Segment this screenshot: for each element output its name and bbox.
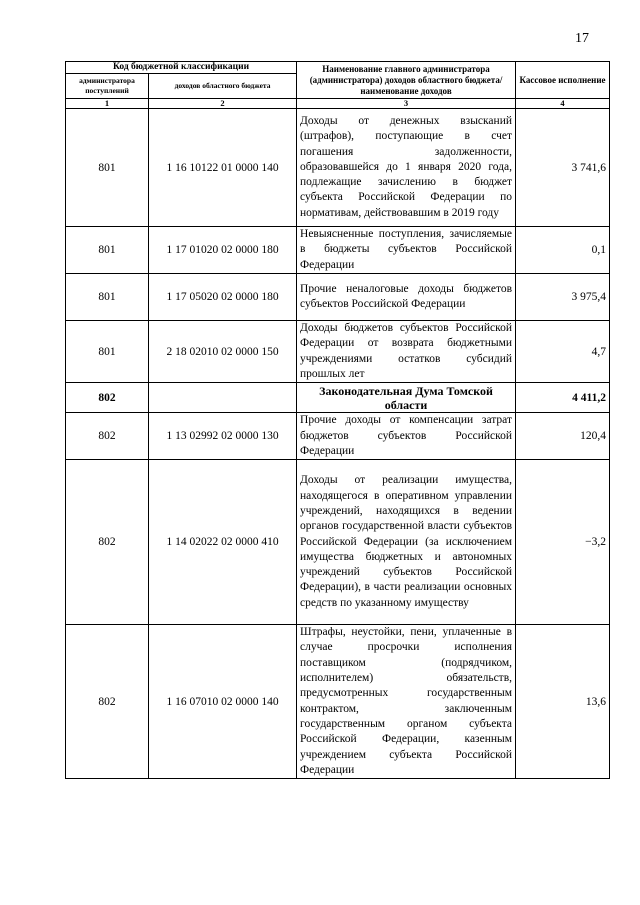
- income-code-cell: 2 18 02010 02 0000 150: [149, 321, 297, 383]
- header-row: [66, 62, 610, 74]
- income-name-cell: Доходы от денежных взысканий (штрафов), поступающие в счет погашения задолженности, образовавшейся до 1 января 2020 года, подлежащие зачислению в бюджет субъекта Российской Федерации по нормативам, действовавшим в 2019 году: [297, 109, 516, 227]
- income-name-cell: Прочие доходы от компенсации затрат бюджетов субъектов Российской Федерации: [297, 413, 516, 460]
- income-name-cell: Доходы бюджетов субъектов Российской Федерации от возврата бюджетными учреждениями остатков субсидий прошлых лет: [297, 321, 516, 383]
- table-row: [66, 460, 610, 625]
- table-row: [66, 274, 610, 321]
- column-number-row: [66, 99, 610, 109]
- amount-cell: 4 411,2: [516, 383, 610, 413]
- income-code-cell: 1 17 01020 02 0000 180: [149, 227, 297, 274]
- income-name-cell: Прочие неналоговые доходы бюджетов субъектов Российской Федерации: [297, 274, 516, 321]
- admin-code-cell: 802: [66, 625, 149, 779]
- administrator-name-cell: Законодательная Дума Томской области: [297, 383, 516, 413]
- amount-cell: 120,4: [516, 413, 610, 460]
- column-number: 4: [516, 99, 610, 109]
- amount-cell: −3,2: [516, 460, 610, 625]
- header-amount: Кассовое исполнение: [516, 62, 610, 99]
- income-name-cell: Доходы от реализации имущества, находящегося в оперативном управлении учреждений, находящихся в ведении органов государственной власти субъектов Российской Федерации (за исключением имущества бюджетных и автономных учреждений субъектов Российской Федерации), в части реализации основных средств по указанному имуществу: [297, 460, 516, 625]
- column-number: 2: [149, 99, 297, 109]
- column-number: 1: [66, 99, 149, 109]
- admin-code-cell: 801: [66, 321, 149, 383]
- income-code-cell: 1 13 02992 02 0000 130: [149, 413, 297, 460]
- income-code-cell: 1 14 02022 02 0000 410: [149, 460, 297, 625]
- header-admin-name: Наименование главного администратора (администратора) доходов областного бюджета/ наименование доходов: [297, 62, 516, 99]
- page-number: 17: [575, 31, 589, 46]
- income-name-cell: Штрафы, неустойки, пени, уплаченные в случае просрочки исполнения поставщиком (подрядчиком, исполнителем) обязательств, предусмотренных государственным контрактом, заключенным государственным органом субъекта Российской Федерации, казенным учреждением субъекта Российской Федерации: [297, 625, 516, 779]
- revenue-table: [65, 61, 610, 779]
- admin-code-cell: 802: [66, 460, 149, 625]
- amount-cell: 13,6: [516, 625, 610, 779]
- income-code-cell: 1 16 07010 02 0000 140: [149, 625, 297, 779]
- amount-cell: 4,7: [516, 321, 610, 383]
- amount-cell: 3 975,4: [516, 274, 610, 321]
- admin-code-cell: 802: [66, 413, 149, 460]
- admin-code-cell: 801: [66, 227, 149, 274]
- amount-cell: 3 741,6: [516, 109, 610, 227]
- income-name-cell: Невыясненные поступления, зачисляемые в бюджеты субъектов Российской Федерации: [297, 227, 516, 274]
- admin-code-cell: 801: [66, 109, 149, 227]
- income-code-cell: 1 16 10122 01 0000 140: [149, 109, 297, 227]
- header-budget-code: Код бюджетной классификации: [66, 62, 297, 74]
- table-row: [66, 625, 610, 779]
- header-admin-code: администратора поступлений: [66, 74, 149, 99]
- table-row: [66, 413, 610, 460]
- table-row: [66, 227, 610, 274]
- admin-code-cell: 802: [66, 383, 149, 413]
- admin-code-cell: 801: [66, 274, 149, 321]
- column-number: 3: [297, 99, 516, 109]
- header-income-code: доходов областного бюджета: [149, 74, 297, 99]
- amount-cell: 0,1: [516, 227, 610, 274]
- table-row: [66, 109, 610, 227]
- income-code-cell: [149, 383, 297, 413]
- table-row-administrator: [66, 383, 610, 413]
- table-row: [66, 321, 610, 383]
- income-code-cell: 1 17 05020 02 0000 180: [149, 274, 297, 321]
